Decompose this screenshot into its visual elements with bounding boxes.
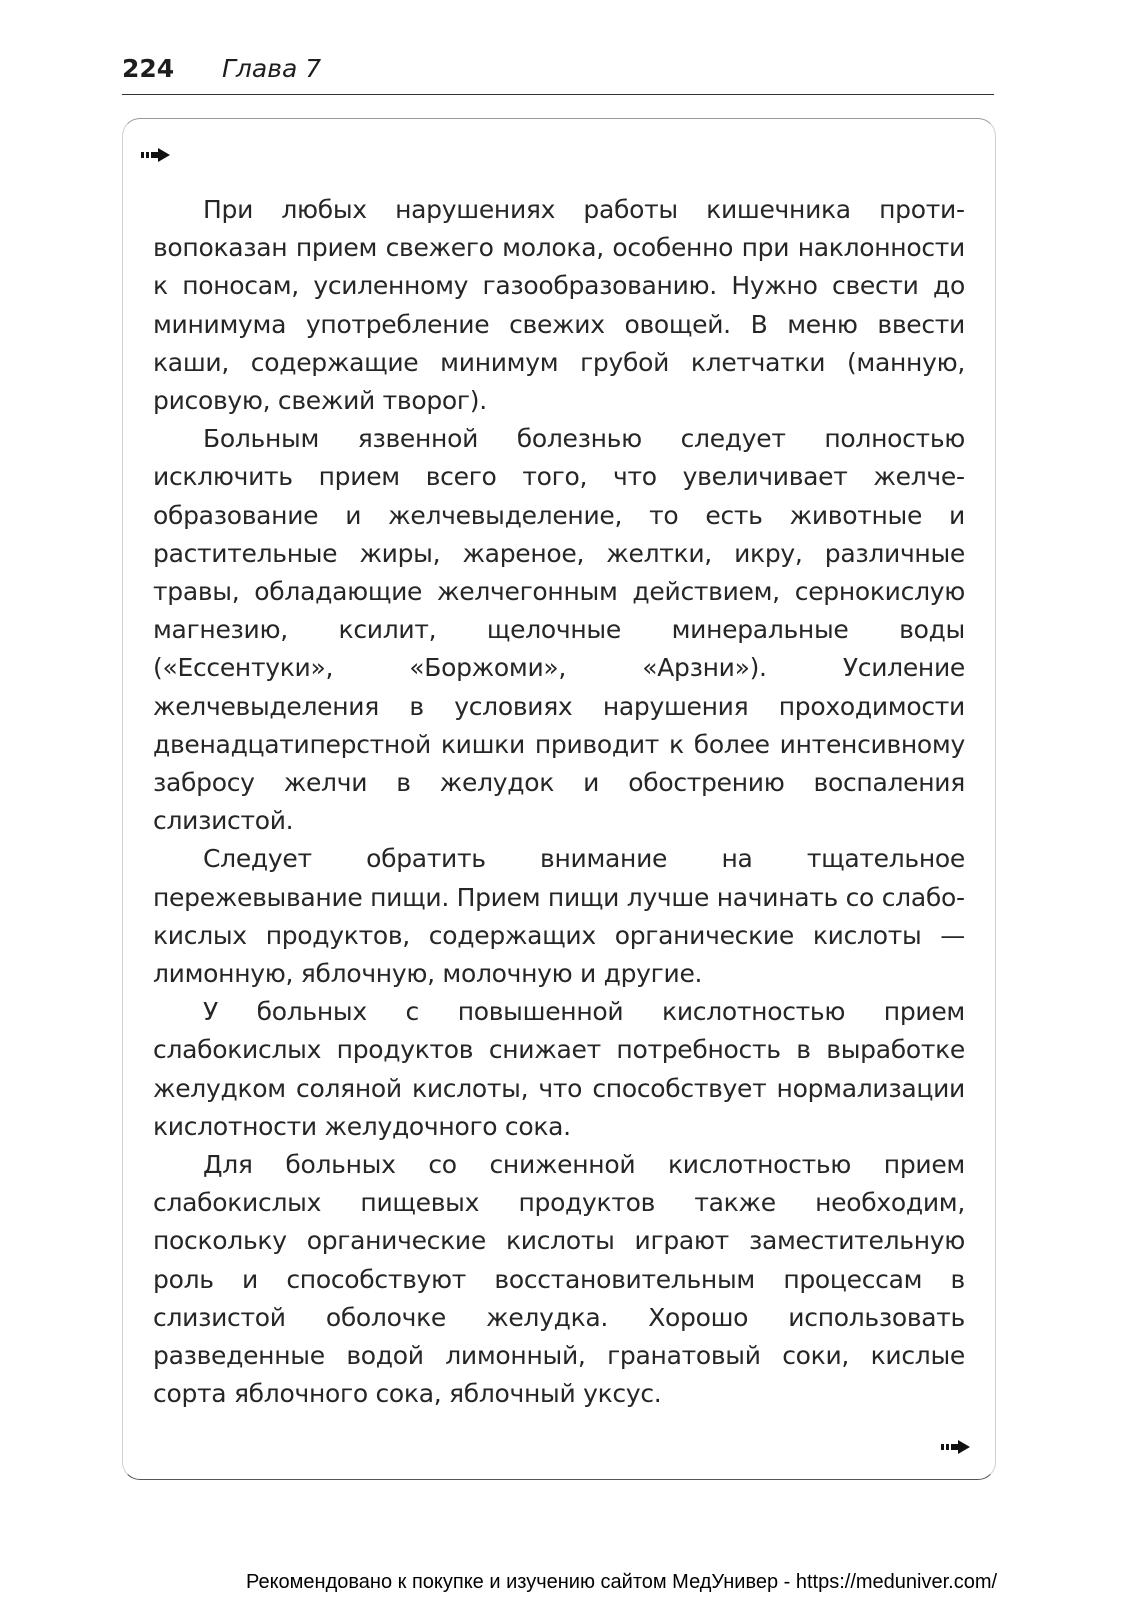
footer-note: Рекомендовано к покупке и изучению сайтом МедУнивер - https://meduniver.com/: [246, 1571, 998, 1593]
arrow-right-icon: [941, 1439, 971, 1455]
paragraph: Больным язвенной болезнью следует полностью исключить прием всего того, что увеличивает желчеобразование и желчевыделение, то есть животные и растительные жиры, жареное, желтки, икру, различные травы, обладающие желчегонным действием, сернокислую магнезию, ксилит, щелочные минеральные воды («Ессентуки», «Боржоми», «Арзни»). Усиление желчевыделения в условиях нарушения проходимости двенадцатиперстной кишки приводит к более интенсивному забросу желчи в желудок и обострению воспаления слизистой.: [153, 424, 965, 836]
paragraph: Следует обратить внимание на тщательное пережевывание пищи. Прием пищи лучше начинать со слабокислых продуктов, содержащих органические кислоты — лимонную, яблочную, молочную и другие.: [153, 844, 965, 989]
chapter-title: Глава 7: [222, 54, 322, 83]
page-header: [122, 52, 994, 95]
paragraph: У больных с повышенной кислотностью прием слабокислых продуктов снижает потребность в выработке желудком соляной кислоты, что способствует нормализации кислотности желудочного сока.: [153, 997, 965, 1141]
arrow-right-icon: [141, 147, 171, 163]
text-box: [122, 118, 996, 1480]
paragraph: Для больных со сниженной кислотностью прием слабокислых пищевых продуктов также необходим, поскольку органические кислоты играют заместительную роль и способствуют восстановительным процессам в слизистой оболочке желудка. Хорошо использовать разведенные водой лимонный, гранатовый соки, кислые сорта яблочного сока, яблочный уксус.: [153, 1150, 965, 1409]
paragraph: При любых нарушениях работы кишечника противопоказан прием свежего молока, особенно при наклонности к поносам, усиленному газообразованию. Нужно свести до минимума употребление свежих овощей. В меню ввести каши, содержащие минимум грубой клетчатки (манную, рисовую, свежий творог).: [153, 195, 965, 416]
body-text: [153, 191, 965, 1414]
page-number: 224: [122, 54, 175, 83]
